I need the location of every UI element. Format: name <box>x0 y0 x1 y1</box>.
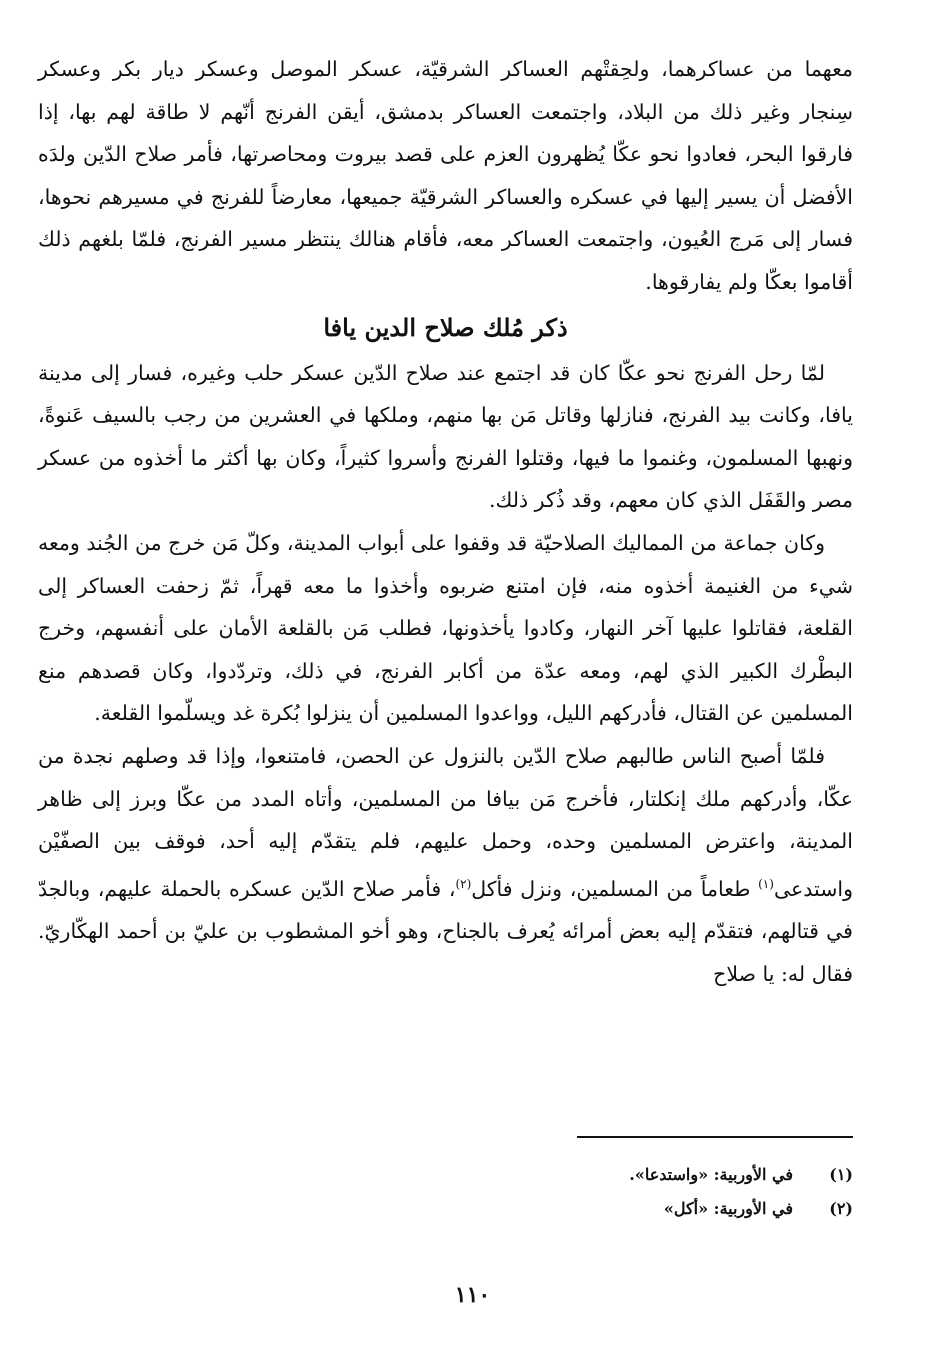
footnote-text: في الأوربية: «واستدعا». <box>629 1165 793 1184</box>
paragraph <box>38 735 853 995</box>
paragraph-text: طعاماً من المسلمين، ونزل فأكل <box>471 876 759 901</box>
page-body <box>38 48 853 995</box>
page-number: ١١٠ <box>454 1282 491 1308</box>
paragraph: لمّا رحل الفرنج نحو عكّا كان قد اجتمع عند صلاح الدّين عسكر حلب وغيره، فسار إلى مدينة يافا، وكانت بيد الفرنج، فنازلها وقاتل مَن بها منهم، وملكها في العشرين من رجب بالسيف عَنوةً، ونهبها المسلمون، وغنموا ما فيها، وقتلوا الفرنج وأسروا كثيراً، وكان بها أكثر ما أخذوه من عسكر مصر والقَفَل الذي كان معهم، وقد ذُكر ذلك. <box>38 360 853 513</box>
paragraph-text: ، فأمر صلاح الدّين عسكره بالحملة عليهم، وبالجدّ في قتالهم، فتقدّم إليه بعض أمرائه يُعرف بالجناح، وهو أخو المشطوب بن عليّ بن أحمد الهكّاريّ. فقال له: يا صلاح <box>38 876 853 986</box>
footnote-item <box>38 1192 853 1226</box>
section-heading: ذكر مُلك صلاح الدين يافا <box>323 312 568 342</box>
paragraph: وكان جماعة من المماليك الصلاحيّة قد وقفوا على أبواب المدينة، وكلّ مَن خرج من الجُند ومعه شيء من الغنيمة أخذوه منه، فإن امتنع ضربوه وأخذوا ما معه قهراً، ثمّ زحفت العساكر إلى القلعة، فقاتلوا عليها آخر النهار، وكادوا يأخذونها، فطلب مَن بالقلعة الأمان على أنفسهم، وخرج البطْرك الكبير الذي لهم، ومعه عدّة من أكابر الفرنج، في ذلك، وتردّدوا، وكان قصدهم منع المسلمين عن القتال، فأدركهم الليل، وواعدوا المسلمين أن ينزلوا بُكرة غد ويسلّموا القلعة. <box>38 530 853 726</box>
footnote-list <box>38 1158 853 1226</box>
paragraph-text: فلمّا أصبح الناس طالبهم صلاح الدّين بالنزول عن الحصن، فامتنعوا، وإذا قد وصلهم نجدة من عكّا، وأدركهم ملك إنكلتار، فأخرج مَن بيافا من المسلمين، وأتاه المدد من عكّا وبرز إلى ظاهر المدينة، واعترض المسلمين وحده، وحمل عليهم، فلم يتقدّم إليه أحد، فوقف بين الصفّيْن واستدعى <box>38 743 853 901</box>
paragraph: معهما من عساكرهما، ولحِقتْهم العساكر الشرقيّة، عسكر الموصل وعسكر ديار بكر وعسكر سِنجار وغير ذلك من البلاد، واجتمعت العساكر بدمشق، أيقن الفرنج أنّهم لا طاقة لهم بها، إذا فارقوا البحر، فعادوا نحو عكّا يُظهرون العزم على قصد بيروت ومحاصرتها، فأمر صلاح الدّين ولدَه الأفضل أن يسير إليها في عسكره والعساكر الشرقيّة جميعها، معارضاً للفرنج في مسيرهم نحوها، فسار إلى مَرج العُيون، واجتمعت العساكر معه، فأقام هنالك ينتظر مسير الفرنج، فلمّا بلغهم ذلك أقاموا بعكّا ولم يفارقوها. <box>38 57 853 294</box>
footnote-divider <box>577 1136 853 1138</box>
footnote-item <box>38 1158 853 1192</box>
footnote-marker: (٢) <box>455 876 472 891</box>
footnote-marker: (١) <box>758 876 774 891</box>
footnote-number: (١) <box>829 1165 853 1184</box>
footnote-number: (٢) <box>829 1199 853 1218</box>
footnote-text: في الأوربية: «أكل» <box>663 1199 793 1218</box>
